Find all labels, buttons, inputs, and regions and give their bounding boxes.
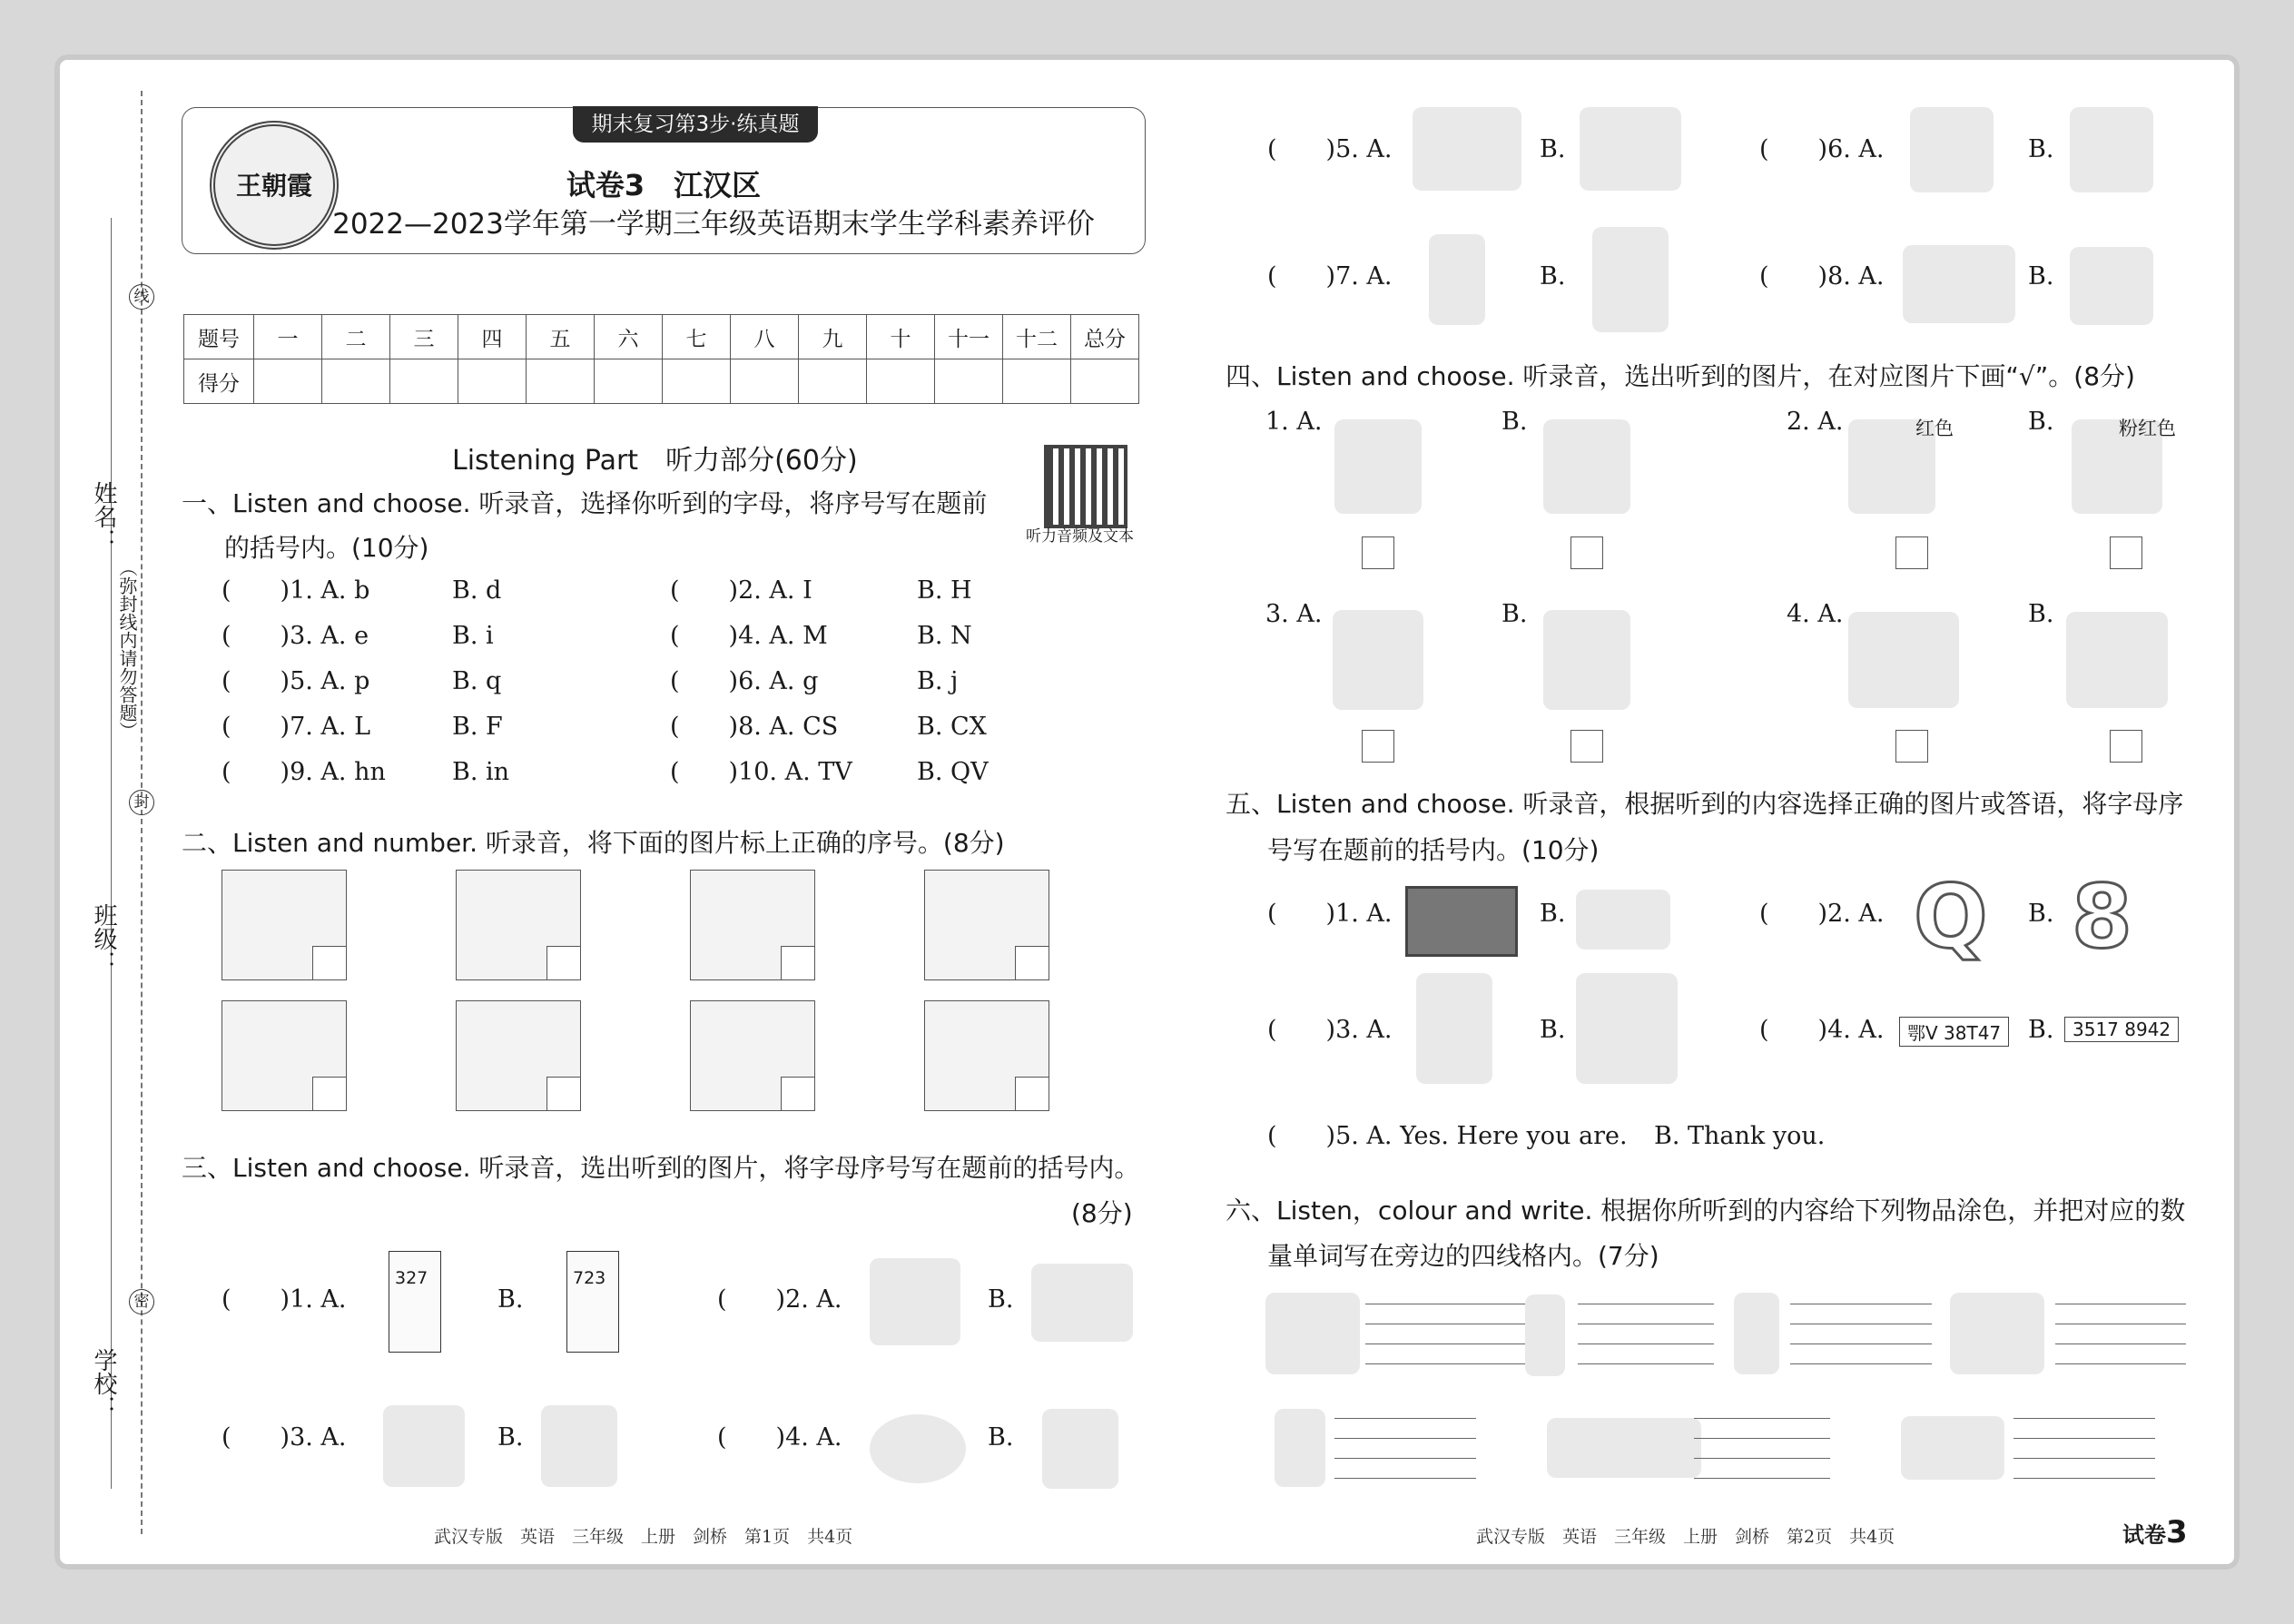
listening-title: Listening Part 听力部分(60分) — [452, 445, 858, 477]
pencil-picture — [1525, 1294, 1565, 1376]
number-box[interactable] — [312, 946, 347, 980]
check-box[interactable] — [1362, 536, 1394, 569]
s5-q2[interactable]: ( )2. A. — [1759, 900, 1885, 928]
name-label: 姓名： — [90, 481, 117, 552]
paper-tag-label: 试卷 — [2122, 1522, 2166, 1548]
table-cell: 十一 — [935, 315, 1003, 359]
s4-q2: 2. A. — [1787, 408, 1844, 436]
check-box[interactable] — [1362, 730, 1394, 763]
score-input-cell[interactable] — [322, 359, 390, 404]
s5-q1[interactable]: ( )1. A. — [1267, 900, 1393, 928]
s3-q4-b: B. — [988, 1423, 1014, 1452]
s3-q3-b: B. — [497, 1423, 524, 1452]
vegetables-picture — [1576, 890, 1670, 950]
room-picture-a — [1910, 107, 1994, 192]
licence-plate-b: 3517 8942 — [2064, 1017, 2179, 1042]
s1-q3-b: B. i — [452, 622, 494, 650]
s1-q2[interactable]: ( )2. A. I — [670, 576, 812, 605]
kids-picture-a — [1333, 610, 1423, 710]
s1-q2-b: B. H — [917, 576, 972, 605]
score-input-cell[interactable] — [595, 359, 663, 404]
chair-picture — [1429, 234, 1485, 325]
licence-plate-a: 鄂V 38T47 — [1899, 1017, 2009, 1047]
paper-number: 试卷3 江汉区 — [566, 168, 762, 202]
s1-q6-b: B. j — [917, 667, 959, 695]
tiger-reading-picture — [1543, 419, 1630, 514]
score-table-score-row — [184, 359, 1139, 404]
section6-title-cont: 量单词写在旁边的四线格内。(7分) — [1267, 1241, 1659, 1271]
s3-q4[interactable]: ( )4. A. — [717, 1423, 842, 1452]
s1-q9-b: B. in — [452, 758, 510, 786]
seal-marker: 封 — [129, 790, 154, 815]
number-box[interactable] — [546, 1077, 581, 1111]
s3-q7-b: B. — [1540, 262, 1566, 290]
section1-title: 一、Listen and choose. 听录音，选择你听到的字母，将序号写在题前 — [182, 488, 988, 518]
tiger-picture-7 — [690, 1000, 815, 1111]
line-marker: 线 — [129, 284, 154, 310]
four-line-grid[interactable] — [2013, 1418, 2155, 1480]
tiger-desk-picture — [1580, 107, 1681, 191]
header-banner: 期末复习第3步·练真题 — [573, 106, 818, 143]
s4-q4-b: B. — [2028, 600, 2054, 628]
s3-q1-b: B. — [497, 1285, 524, 1314]
footer-right: 武汉专版 英语 三年级 上册 剑桥 第2页 共4页 — [1476, 1527, 1895, 1547]
s5-q5-b: B. Thank you. — [1654, 1122, 1826, 1150]
tiger-rain-picture — [1413, 107, 1521, 191]
s4-q4: 4. A. — [1787, 600, 1844, 628]
score-input-cell[interactable] — [527, 359, 595, 404]
s3-q2-b: B. — [988, 1285, 1014, 1314]
section5-title-cont: 号写在题前的括号内。(10分) — [1267, 835, 1600, 865]
check-box[interactable] — [1570, 536, 1603, 569]
school-label: 学校： — [90, 1348, 117, 1419]
table-cell: 八 — [731, 315, 799, 359]
table-cell: 总分 — [1071, 315, 1139, 359]
table-cell: 得分 — [184, 359, 254, 404]
logo-text: 王朝霞 — [235, 171, 312, 201]
tiger-standing-picture — [1416, 973, 1492, 1084]
pen-picture — [1734, 1293, 1779, 1374]
s1-q4[interactable]: ( )4. A. M — [670, 622, 828, 650]
s1-q10-b: B. QV — [917, 758, 989, 786]
number-box[interactable] — [546, 946, 581, 980]
room-picture-b — [2070, 107, 2153, 192]
table-cell: 一 — [254, 315, 322, 359]
chairs-picture — [1592, 227, 1669, 332]
s1-q4-b: B. N — [917, 622, 972, 650]
s3-q6[interactable]: ( )6. A. — [1759, 135, 1885, 163]
table-cell: 三 — [390, 315, 458, 359]
door-number-b: 723 — [573, 1268, 606, 1288]
number-box[interactable] — [781, 946, 815, 980]
s3-q7[interactable]: ( )7. A. — [1267, 262, 1393, 290]
section1-title-cont: 的括号内。(10分) — [224, 533, 429, 563]
qr-code[interactable] — [1044, 445, 1127, 528]
number-box[interactable] — [781, 1077, 815, 1111]
score-table-header-row — [184, 315, 1139, 359]
tiger-piano-picture — [1334, 419, 1422, 514]
qr-caption: 听力音频及文本 — [1026, 527, 1134, 546]
s1-q5-b: B. q — [452, 667, 502, 695]
s3-q5[interactable]: ( )5. A. — [1267, 135, 1393, 163]
birthday-picture-a — [1848, 612, 1959, 708]
check-box[interactable] — [2110, 730, 2142, 763]
score-input-cell[interactable] — [867, 359, 935, 404]
score-input-cell[interactable] — [935, 359, 1003, 404]
tiger-flower-picture — [2070, 247, 2153, 325]
s3-q5-b: B. — [1540, 135, 1566, 163]
s4-q3-b: B. — [1501, 600, 1528, 628]
blackboard-picture — [1405, 886, 1518, 957]
table-cell: 二 — [322, 315, 390, 359]
no-answer-note: （弥封线内请勿答题） — [116, 558, 138, 740]
s1-q7[interactable]: ( )7. A. L — [222, 713, 371, 741]
table-cell: 四 — [458, 315, 527, 359]
s1-q1[interactable]: ( )1. A. b — [222, 576, 370, 605]
tiger-picture-6 — [456, 1000, 581, 1111]
section5-title: 五、Listen and choose. 听录音，根据听到的内容选择正确的图片或答语，将字母序 — [1226, 789, 2184, 819]
four-line-grid[interactable] — [2055, 1304, 2186, 1365]
table-cell: 九 — [799, 315, 867, 359]
crayons-picture — [1950, 1293, 2044, 1374]
s4-q1-b: B. — [1501, 408, 1528, 436]
s5-q1-b: B. — [1540, 900, 1566, 928]
s5-q2-b: B. — [2028, 900, 2054, 928]
s1-q5[interactable]: ( )5. A. p — [222, 667, 370, 695]
header-box — [182, 107, 1146, 254]
table-cell: 十 — [867, 315, 935, 359]
s3-q8[interactable]: ( )8. A. — [1759, 262, 1885, 290]
s4-q1: 1. A. — [1265, 408, 1323, 436]
check-box[interactable] — [1570, 730, 1603, 763]
red-label: 红色 — [1915, 418, 1954, 439]
score-table — [183, 314, 1139, 404]
number-box[interactable] — [1015, 1077, 1049, 1111]
solid-cut-line — [111, 218, 112, 1489]
four-line-grid[interactable] — [1694, 1418, 1830, 1480]
check-box[interactable] — [2110, 536, 2142, 569]
s5-q5[interactable]: ( )5. A. Yes. Here you are. — [1267, 1122, 1628, 1150]
section3-score: (8分) — [1071, 1198, 1133, 1228]
binding-margin — [54, 54, 154, 1570]
s1-q9[interactable]: ( )9. A. hn — [222, 758, 386, 786]
tiger-picture-4 — [924, 870, 1049, 980]
paper-tag-number: 3 — [2166, 1514, 2188, 1550]
table-cell: 五 — [527, 315, 595, 359]
s5-q3-b: B. — [1540, 1016, 1566, 1044]
check-box[interactable] — [1895, 730, 1928, 763]
number-box[interactable] — [312, 1077, 347, 1111]
four-line-grid[interactable] — [1334, 1418, 1476, 1480]
s1-q8[interactable]: ( )8. A. CS — [670, 713, 839, 741]
s4-q3: 3. A. — [1265, 600, 1323, 628]
number-box[interactable] — [1015, 946, 1049, 980]
birthday-picture-b — [2066, 612, 2168, 708]
door-picture-b — [566, 1251, 619, 1353]
s3-q2[interactable]: ( )2. A. — [717, 1285, 842, 1314]
check-box[interactable] — [1895, 536, 1928, 569]
pizza-picture — [870, 1414, 966, 1483]
s1-q7-b: B. F — [452, 713, 503, 741]
s1-q10[interactable]: ( )10. A. TV — [670, 758, 852, 786]
score-input-cell[interactable] — [799, 359, 867, 404]
s1-q8-b: B. CX — [917, 713, 987, 741]
score-input-cell[interactable] — [731, 359, 799, 404]
s5-q3[interactable]: ( )3. A. — [1267, 1016, 1393, 1044]
score-input-cell[interactable] — [254, 359, 322, 404]
s1-q3[interactable]: ( )3. A. e — [222, 622, 369, 650]
door-number-a: 327 — [395, 1268, 428, 1288]
table-cell: 十二 — [1003, 315, 1071, 359]
score-input-cell[interactable] — [1071, 359, 1139, 404]
secret-marker: 密 — [129, 1289, 154, 1314]
skateboards-picture — [1031, 1264, 1133, 1342]
s1-q1-b: B. d — [452, 576, 502, 605]
footer-left: 武汉专版 英语 三年级 上册 剑桥 第1页 共4页 — [434, 1527, 853, 1547]
score-input-cell[interactable] — [458, 359, 527, 404]
tiger-picture-3 — [690, 870, 815, 980]
tiger-bee-picture — [1903, 245, 2015, 323]
window-picture — [383, 1405, 465, 1487]
tiger-picture-1 — [222, 870, 347, 980]
four-line-grid[interactable] — [1790, 1304, 1932, 1365]
score-input-cell[interactable] — [1003, 359, 1071, 404]
tiger-picture-5 — [222, 1000, 347, 1111]
door-open-picture — [541, 1405, 617, 1487]
s4-q2-b: B. — [2028, 408, 2054, 436]
number-eight-picture: 8 — [2072, 866, 2132, 968]
s3-q3[interactable]: ( )3. A. — [222, 1423, 347, 1452]
letter-q-picture: Q — [1914, 866, 1988, 968]
snails-picture — [870, 1258, 960, 1345]
paper-title: 2022—2023学年第一学期三年级英语期末学生学科素养评价 — [332, 208, 1095, 241]
section6-title: 六、Listen，colour and write. 根据你所听到的内容给下列物品涂色，并把对应的数 — [1226, 1196, 2186, 1225]
bag-picture — [1265, 1293, 1360, 1374]
table-cell: 七 — [663, 315, 731, 359]
chocolate-picture — [1042, 1409, 1118, 1489]
section2-title: 二、Listen and number. 听录音，将下面的图片标上正确的序号。(8分) — [182, 828, 1005, 858]
section4-title: 四、Listen and choose. 听录音，选出听到的图片，在对应图片下画“√”。(8分) — [1226, 361, 2135, 391]
table-cell: 六 — [595, 315, 663, 359]
s5-q4[interactable]: ( )4. A. — [1759, 1016, 1885, 1044]
section3-title: 三、Listen and choose. 听录音，选出听到的图片，将字母序号写在题前的括号内。 — [182, 1153, 1140, 1183]
s1-q6[interactable]: ( )6. A. g — [670, 667, 819, 695]
ruler-picture — [1547, 1418, 1701, 1478]
tiger-picture-8 — [924, 1000, 1049, 1111]
score-input-cell[interactable] — [390, 359, 458, 404]
s5-q4-b: B. — [2028, 1016, 2054, 1044]
tiger-picture-2 — [456, 870, 581, 980]
table-cell: 题号 — [184, 315, 254, 359]
paper-tag — [2122, 1514, 2188, 1550]
pencil-picture-2 — [1275, 1409, 1325, 1487]
kids-picture-b — [1543, 610, 1630, 710]
pink-label: 粉红色 — [2119, 418, 2176, 439]
s3-q1[interactable]: ( )1. A. — [222, 1285, 347, 1314]
door-picture-a — [389, 1251, 441, 1353]
s3-q8-b: B. — [2028, 262, 2054, 290]
tiger-stripes-picture — [1576, 973, 1678, 1084]
four-line-grid[interactable] — [1578, 1304, 1714, 1365]
book-picture — [1901, 1416, 2004, 1480]
score-input-cell[interactable] — [663, 359, 731, 404]
s3-q6-b: B. — [2028, 135, 2054, 163]
class-label: 班级： — [90, 903, 117, 974]
